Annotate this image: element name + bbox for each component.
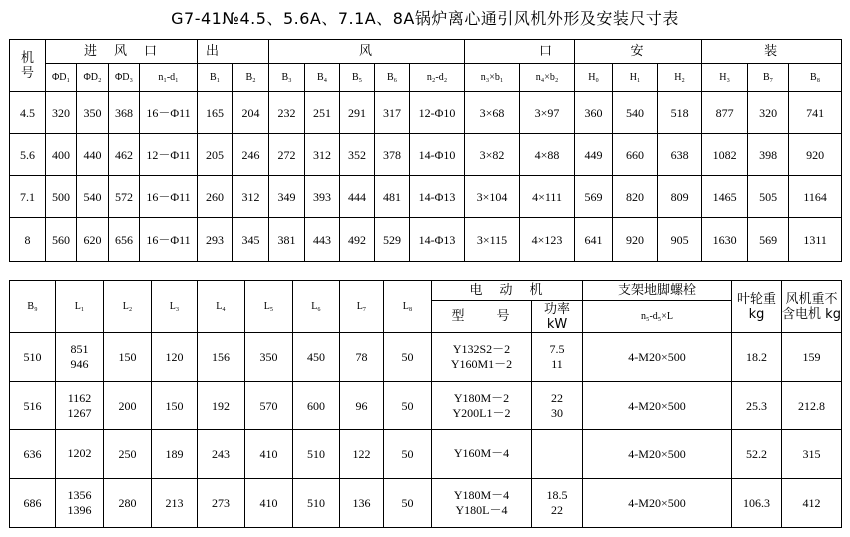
l6-cell: 510	[293, 478, 340, 527]
outlet-header-mid: 风	[269, 40, 465, 64]
outlet-header-start: 出	[198, 40, 269, 64]
install-header-start: 安	[575, 40, 702, 64]
fan-weight-header: 风机重不 含电机 kg	[782, 281, 842, 333]
table-cell: 14-Φ13	[410, 218, 465, 262]
impeller-weight-cell: 106.3	[732, 478, 782, 527]
l1-cell: 851 946	[56, 333, 104, 381]
table-cell: 14-Φ13	[410, 176, 465, 218]
col-header: H₃	[702, 64, 748, 92]
table-cell: 1082	[702, 134, 748, 176]
table-row	[10, 430, 842, 478]
fan-weight-cell: 212.8	[782, 381, 842, 429]
table-cell: 741	[789, 92, 842, 134]
table-cell: 352	[340, 134, 375, 176]
table-cell: 481	[375, 176, 410, 218]
l1-cell: 1356 1396	[56, 478, 104, 527]
dimension-table-2	[9, 280, 842, 528]
table-cell: 529	[375, 218, 410, 262]
col-header: H₁	[613, 64, 658, 92]
table-row	[10, 176, 842, 218]
impeller-weight-cell: 18.2	[732, 333, 782, 381]
table-cell: 540	[77, 176, 109, 218]
impeller-weight-header: 叶轮重 kg	[732, 281, 782, 333]
l4-cell: 156	[198, 333, 245, 381]
col-header: H₂	[658, 64, 702, 92]
table-cell: 400	[46, 134, 77, 176]
col-l3: L₃	[152, 281, 198, 333]
motor-model-cell: Y160M－4	[432, 430, 532, 478]
b9-cell: 510	[10, 333, 56, 381]
motor-model-header: 型 号	[432, 301, 532, 333]
l5-cell: 350	[245, 333, 293, 381]
col-l4: L₄	[198, 281, 245, 333]
col-header: B₄	[305, 64, 340, 92]
table-cell: 320	[46, 92, 77, 134]
table-cell: 349	[269, 176, 305, 218]
table-cell: 641	[575, 218, 613, 262]
impeller-weight-cell: 52.2	[732, 430, 782, 478]
table-cell: 312	[305, 134, 340, 176]
l2-cell: 250	[104, 430, 152, 478]
motor-model-cell: Y180M－2 Y200L1－2	[432, 381, 532, 429]
table-cell: 920	[789, 134, 842, 176]
table-cell: 360	[575, 92, 613, 134]
table-cell: 16－Φ11	[140, 176, 198, 218]
col-header: B₇	[748, 64, 789, 92]
l5-cell: 410	[245, 430, 293, 478]
bracket-bolts-cell: 4-M20×500	[583, 478, 732, 527]
l1-cell: 1202	[56, 430, 104, 478]
table-cell: 293	[198, 218, 233, 262]
table-cell: 656	[109, 218, 140, 262]
motor-header: 电 动 机	[432, 281, 583, 301]
col-header: B₈	[789, 64, 842, 92]
col-l2: L₂	[104, 281, 152, 333]
table-cell: 3×68	[465, 92, 520, 134]
b9-cell: 636	[10, 430, 56, 478]
table-cell: 3×104	[465, 176, 520, 218]
table-cell: 620	[77, 218, 109, 262]
table-cell: 317	[375, 92, 410, 134]
l5-cell: 570	[245, 381, 293, 429]
l8-cell: 50	[384, 478, 432, 527]
table-cell: 572	[109, 176, 140, 218]
col-header: ΦD₃	[109, 64, 140, 92]
table-cell: 204	[233, 92, 269, 134]
inlet-header: 进 风 口	[46, 40, 198, 64]
l2-cell: 280	[104, 478, 152, 527]
table-cell: 443	[305, 218, 340, 262]
table-cell: 12-Φ10	[410, 92, 465, 134]
col-header: B₃	[269, 64, 305, 92]
table-cell: 505	[748, 176, 789, 218]
l7-cell: 136	[340, 478, 384, 527]
l3-cell: 189	[152, 430, 198, 478]
machine-number-header: 机 号	[10, 40, 46, 92]
table-row	[10, 333, 842, 381]
table-cell: 345	[233, 218, 269, 262]
bracket-bolts-cell: 4-M20×500	[583, 430, 732, 478]
table-cell: 3×115	[465, 218, 520, 262]
col-header: B₅	[340, 64, 375, 92]
l7-cell: 96	[340, 381, 384, 429]
page-title: G7-41№4.5、5.6A、7.1A、8A锅炉离心通引风机外形及安装尺寸表	[171, 9, 679, 28]
table-cell: 462	[109, 134, 140, 176]
table-row	[10, 134, 842, 176]
l8-cell: 50	[384, 333, 432, 381]
table-cell: 14-Φ10	[410, 134, 465, 176]
table-cell: 4×111	[520, 176, 575, 218]
table-cell: 560	[46, 218, 77, 262]
table-cell: 165	[198, 92, 233, 134]
motor-model-cell: Y180M－4 Y180L－4	[432, 478, 532, 527]
l6-cell: 600	[293, 381, 340, 429]
machine-number: 7.1	[10, 176, 46, 218]
l4-cell: 273	[198, 478, 245, 527]
col-l6: L₆	[293, 281, 340, 333]
table-cell: 877	[702, 92, 748, 134]
l8-cell: 50	[384, 430, 432, 478]
table-cell: 312	[233, 176, 269, 218]
table-cell: 920	[613, 218, 658, 262]
col-header: ΦD₁	[46, 64, 77, 92]
table-cell: 291	[340, 92, 375, 134]
l2-cell: 150	[104, 333, 152, 381]
machine-number: 5.6	[10, 134, 46, 176]
table-cell: 540	[613, 92, 658, 134]
l8-cell: 50	[384, 381, 432, 429]
table-cell: 350	[77, 92, 109, 134]
table-cell: 3×82	[465, 134, 520, 176]
motor-power-header: 功率 kW	[532, 301, 583, 333]
table-cell: 444	[340, 176, 375, 218]
table-cell: 820	[613, 176, 658, 218]
table-row	[10, 478, 842, 527]
motor-model-cell: Y132S2－2 Y160M1－2	[432, 333, 532, 381]
l6-cell: 510	[293, 430, 340, 478]
table-cell: 1465	[702, 176, 748, 218]
table-cell: 3×97	[520, 92, 575, 134]
table-cell: 1164	[789, 176, 842, 218]
col-l8: L₈	[384, 281, 432, 333]
col-l7: L₇	[340, 281, 384, 333]
table-cell: 205	[198, 134, 233, 176]
fan-weight-cell: 412	[782, 478, 842, 527]
fan-weight-cell: 315	[782, 430, 842, 478]
col-header: B₆	[375, 64, 410, 92]
table-row	[10, 381, 842, 429]
table-cell: 381	[269, 218, 305, 262]
table-cell: 320	[748, 92, 789, 134]
col-header: n₄×b₂	[520, 64, 575, 92]
bracket-bolts-cell: 4-M20×500	[583, 381, 732, 429]
install-header-end: 装	[702, 40, 842, 64]
table-cell: 398	[748, 134, 789, 176]
l5-cell: 410	[245, 478, 293, 527]
l7-cell: 122	[340, 430, 384, 478]
col-l5: L₅	[245, 281, 293, 333]
table-cell: 905	[658, 218, 702, 262]
table-cell: 272	[269, 134, 305, 176]
l3-cell: 213	[152, 478, 198, 527]
table-row	[10, 218, 842, 262]
table-cell: 500	[46, 176, 77, 218]
machine-number: 4.5	[10, 92, 46, 134]
motor-power-cell: 18.5 22	[532, 478, 583, 527]
table-cell: 260	[198, 176, 233, 218]
machine-number: 8	[10, 218, 46, 262]
l6-cell: 450	[293, 333, 340, 381]
table-cell: 440	[77, 134, 109, 176]
table-row	[10, 92, 842, 134]
motor-power-cell	[532, 430, 583, 478]
col-header: n₃×b₁	[465, 64, 520, 92]
table-cell: 12－Φ11	[140, 134, 198, 176]
table-cell: 1630	[702, 218, 748, 262]
table-cell: 569	[748, 218, 789, 262]
fan-weight-cell: 159	[782, 333, 842, 381]
table-cell: 638	[658, 134, 702, 176]
table-cell: 16－Φ11	[140, 218, 198, 262]
l4-cell: 243	[198, 430, 245, 478]
table-cell: 449	[575, 134, 613, 176]
table-cell: 492	[340, 218, 375, 262]
l3-cell: 150	[152, 381, 198, 429]
table-cell: 4×88	[520, 134, 575, 176]
b9-cell: 516	[10, 381, 56, 429]
table-cell: 251	[305, 92, 340, 134]
col-header: H₀	[575, 64, 613, 92]
motor-power-cell: 22 30	[532, 381, 583, 429]
table-cell: 1311	[789, 218, 842, 262]
col-header: B₁	[198, 64, 233, 92]
col-header: n₂-d₂	[410, 64, 465, 92]
table-cell: 378	[375, 134, 410, 176]
impeller-weight-cell: 25.3	[732, 381, 782, 429]
l4-cell: 192	[198, 381, 245, 429]
bracket-bolts-header: 支架地脚螺栓	[583, 281, 732, 301]
l2-cell: 200	[104, 381, 152, 429]
table-cell: 660	[613, 134, 658, 176]
motor-power-cell: 7.5 11	[532, 333, 583, 381]
table-cell: 246	[233, 134, 269, 176]
dimension-table-1	[9, 39, 842, 262]
l1-cell: 1162 1267	[56, 381, 104, 429]
col-header: n₁-d₁	[140, 64, 198, 92]
col-header: ΦD₂	[77, 64, 109, 92]
l3-cell: 120	[152, 333, 198, 381]
outlet-header-end: 口	[465, 40, 575, 64]
b9-cell: 686	[10, 478, 56, 527]
bracket-bolts-cell: 4-M20×500	[583, 333, 732, 381]
table-cell: 393	[305, 176, 340, 218]
col-l1: L₁	[56, 281, 104, 333]
table-cell: 809	[658, 176, 702, 218]
table-cell: 4×123	[520, 218, 575, 262]
col-b9: B₉	[10, 281, 56, 333]
bracket-bolts-subheader: n₅-d₅×L	[583, 301, 732, 333]
table-cell: 232	[269, 92, 305, 134]
table-cell: 518	[658, 92, 702, 134]
table-cell: 368	[109, 92, 140, 134]
table-cell: 569	[575, 176, 613, 218]
col-header: B₂	[233, 64, 269, 92]
l7-cell: 78	[340, 333, 384, 381]
table-cell: 16－Φ11	[140, 92, 198, 134]
